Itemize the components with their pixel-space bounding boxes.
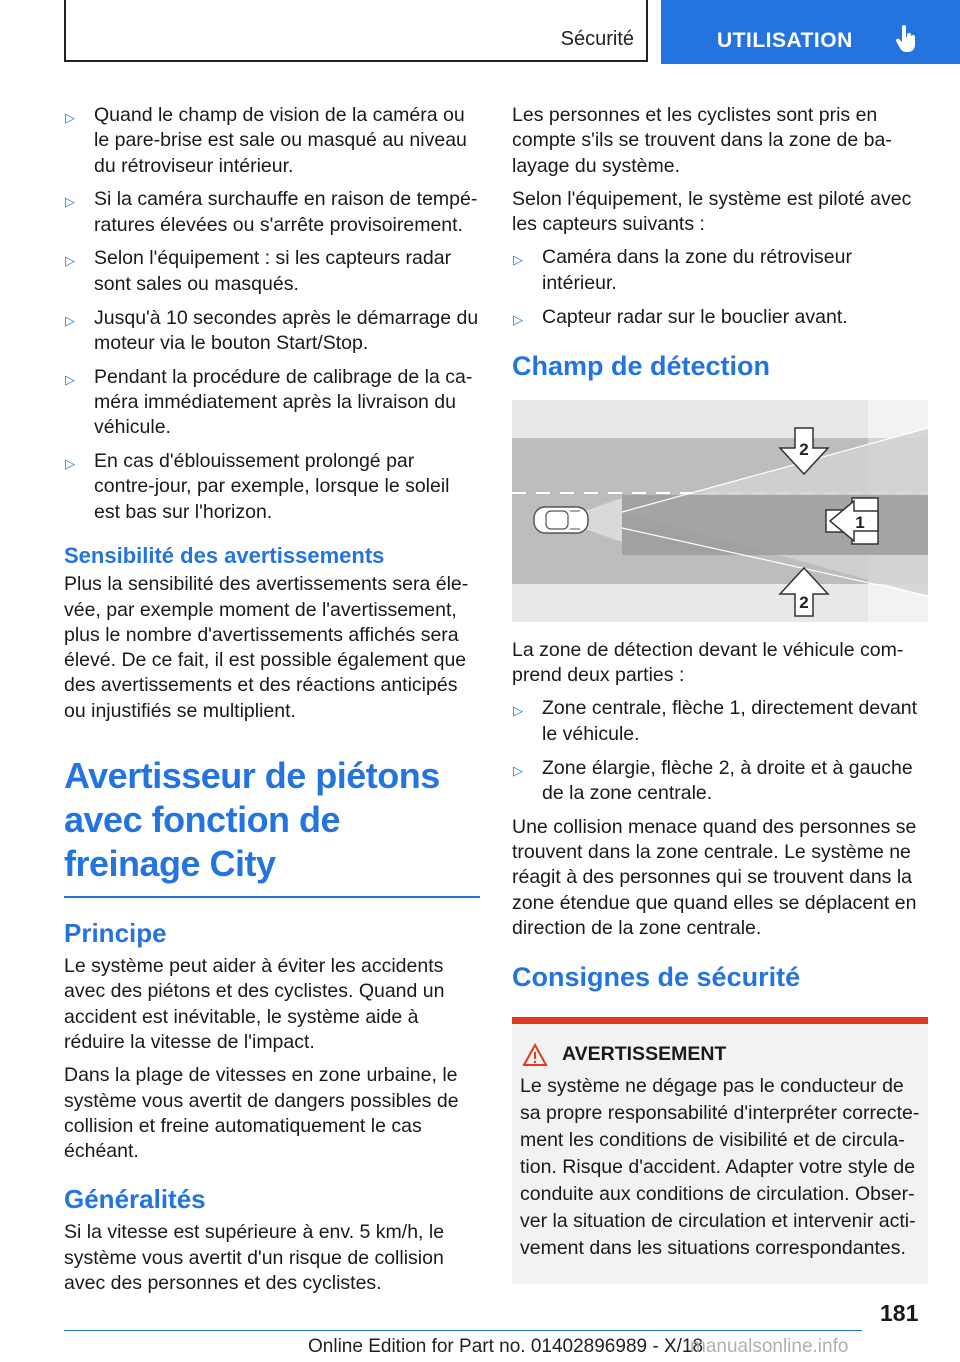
list-item: ▷ Zone élargie, flèche 2, à droite et à gauche de la zone centrale. xyxy=(513,756,913,804)
detection-field-diagram xyxy=(512,400,928,622)
triangle-bullet-icon: ▷ xyxy=(65,456,75,472)
warning-title-row xyxy=(520,1042,920,1067)
list-item: ▷ Pendant la procédure de calibrage de la caméra immédiatement après la livraison du véhicule. xyxy=(65,365,473,439)
list-item: ▷ Zone centrale, flèche 1, directement devant le véhicule. xyxy=(513,697,918,745)
warning-box xyxy=(512,1017,928,1284)
car-icon xyxy=(534,507,588,533)
list-item: ▷ Caméra dans la zone du rétroviseur intérieur. xyxy=(513,246,852,294)
warning-text: Le système ne dégage pas le conducteur de sa propre responsabilité d'interpréter correctement les conditions de visibilité et de circulation. Risque d'accident. Adapter votre style de conduite aux conditions de circulation. Observer la situation de circulation et intervenir activement dans les situations correspondantes. xyxy=(520,1075,920,1260)
intro-paragraph-2: Selon l'équipement, le système est piloté avec les capteurs suivants : xyxy=(512,187,912,236)
zone-text: Une collision menace quand des personnes se trouvent dans la zone centrale. Le système ne réagit à des personnes qui se trouvent dans la zone étendue que quand elles se déplacent en direction de la zone centrale. xyxy=(512,815,917,939)
triangle-bullet-icon: ▷ xyxy=(65,312,75,328)
header-chapter-label: UTILISATION xyxy=(717,29,853,52)
triangle-bullet-icon: ▷ xyxy=(65,194,75,210)
hand-pointer-icon xyxy=(896,25,918,53)
general-heading: Généralités xyxy=(64,1184,206,1215)
central-detection-zone xyxy=(622,495,928,555)
left-column xyxy=(64,103,480,1304)
page-number: 181 xyxy=(880,1300,919,1326)
heading-divider xyxy=(64,896,480,898)
triangle-bullet-icon: ▷ xyxy=(65,371,75,387)
footer-divider xyxy=(64,1330,862,1331)
principle-paragraph-1: Le système peut aider à éviter les accidents avec des piétons et des cyclistes. Quand un accident est inévitable, le système aide à réduire la vitesse de l'impact. xyxy=(64,955,445,1053)
footer-watermark: manualsonline.info xyxy=(690,1336,849,1357)
list-item: ▷ Quand le champ de vision de la caméra ou le pare-brise est sale ou masqué au niveau du rétroviseur intérieur. xyxy=(65,104,467,177)
safety-heading: Consignes de sécurité xyxy=(512,962,801,993)
zone-intro: La zone de détection devant le véhicule comprend deux parties : xyxy=(512,638,904,687)
sensibility-text: Plus la sensibilité des avertissements sera élevée, par exemple moment de l'avertissement, plus le nombre d'avertissements affichés sera élevé. De ce fait, il est possible également que des avertissements et des réactions anticipés ou injustifiés se multiplient. xyxy=(64,573,469,722)
header-chapter-tab xyxy=(661,0,960,64)
triangle-bullet-icon: ▷ xyxy=(513,311,523,327)
list-item: ▷ Si la caméra surchauffe en raison de températures élevées ou s'arrête provisoirement. xyxy=(65,188,478,236)
list-item: ▷ Selon l'équipement : si les capteurs radar sont sales ou masqués. xyxy=(65,247,452,295)
arrow-2-bottom-label: 2 xyxy=(799,592,809,612)
triangle-bullet-icon: ▷ xyxy=(513,252,523,268)
principle-paragraph-2: Dans la plage de vitesses en zone urbaine, le système vous avertit de dangers possibles de collision et freine automatiquement le cas échéant. xyxy=(64,1064,459,1163)
sensor-list xyxy=(512,245,928,329)
warning-title: AVERTISSEMENT xyxy=(562,1043,727,1066)
footer-edition: Online Edition for Part no. 01402896989 - X/18 xyxy=(308,1336,704,1357)
intro-paragraph-1: Les personnes et les cyclistes sont pris en compte s'ils se trouvent dans la zone de balayage du système. xyxy=(512,104,892,177)
list-item: ▷ En cas d'éblouissement prolongé par contre-jour, par exemple, lorsque le soleil est bas sur l'horizon. xyxy=(65,450,450,523)
arrow-2-top-label: 2 xyxy=(799,439,809,459)
arrow-1-label: 1 xyxy=(855,512,865,532)
list-item: ▷ Capteur radar sur le bouclier avant. xyxy=(512,305,928,330)
condition-list xyxy=(64,103,480,525)
principle-heading: Principe xyxy=(64,918,167,949)
triangle-bullet-icon: ▷ xyxy=(513,703,523,719)
sensibility-heading: Sensibilité des avertissements xyxy=(64,542,385,568)
list-item: ▷ Jusqu'à 10 secondes après le démarrage du moteur via le bouton Start/Stop. xyxy=(65,306,479,354)
triangle-bullet-icon: ▷ xyxy=(65,110,75,125)
detection-heading: Champ de détection xyxy=(512,350,771,381)
right-column xyxy=(512,103,928,1284)
triangle-bullet-icon: ▷ xyxy=(65,253,75,269)
zone-list xyxy=(512,696,928,806)
main-heading: Avertisseur de piétons avec fonction de freinage City xyxy=(64,755,440,885)
general-text: Si la vitesse est supérieure à env. 5 km/h, le système vous avertit d'un risque de collision avec des personnes et des cyclistes. xyxy=(64,1221,445,1294)
header-section-tab xyxy=(64,0,648,62)
triangle-bullet-icon: ▷ xyxy=(513,762,523,778)
warning-triangle-icon xyxy=(522,1043,548,1067)
header-section-label: Sécurité xyxy=(560,28,634,50)
